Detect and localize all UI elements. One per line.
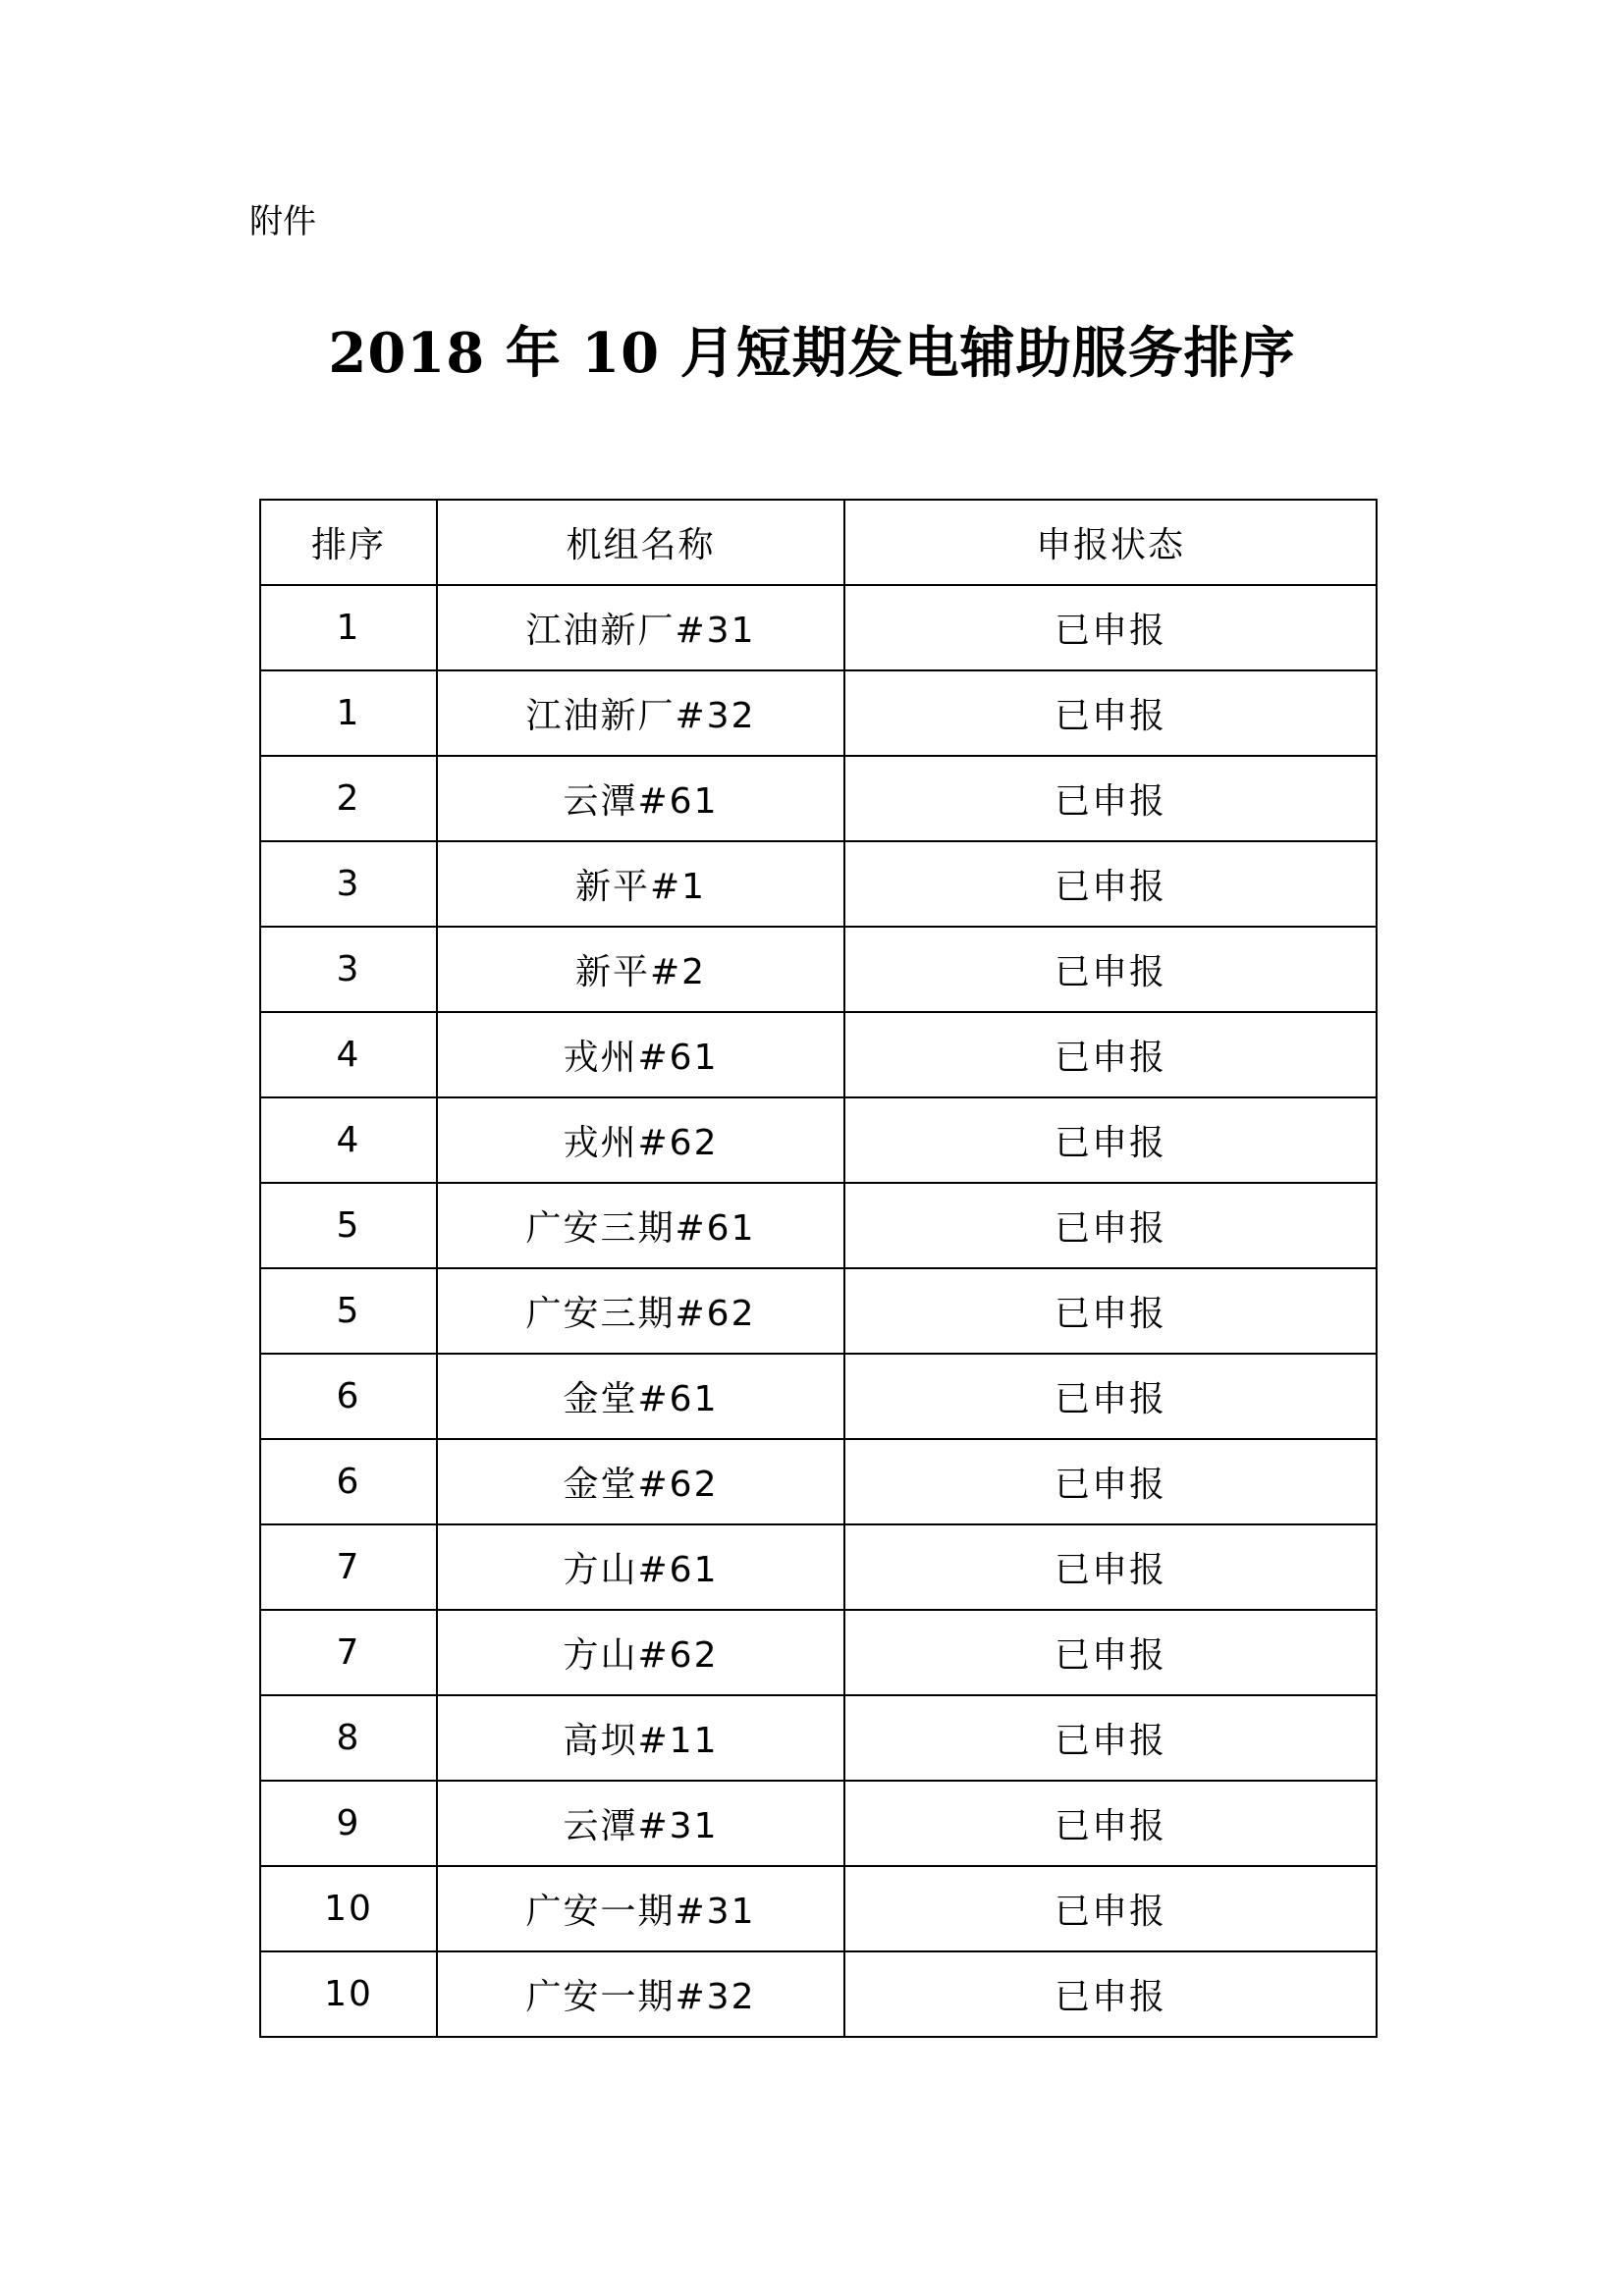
status-cell: 已申报 (844, 1183, 1377, 1268)
table-row (260, 670, 1377, 756)
table-row (260, 1695, 1377, 1781)
unit-name-cell: 云潭#61 (437, 756, 844, 841)
status-cell: 已申报 (844, 1097, 1377, 1183)
status-cell: 已申报 (844, 927, 1377, 1012)
table-row (260, 1610, 1377, 1695)
status-cell: 已申报 (844, 756, 1377, 841)
page-title: 2018 年 10 月短期发电辅助服务排序 (328, 321, 1296, 386)
rank-cell: 1 (260, 670, 437, 756)
unit-name-cell: 江油新厂#32 (437, 670, 844, 756)
rank-cell: 7 (260, 1524, 437, 1610)
status-cell: 已申报 (844, 1012, 1377, 1097)
unit-name-cell: 方山#62 (437, 1610, 844, 1695)
table-row (260, 756, 1377, 841)
unit-name-cell: 新平#2 (437, 927, 844, 1012)
unit-name-cell: 高坝#11 (437, 1695, 844, 1781)
status-cell: 已申报 (844, 1866, 1377, 1951)
unit-name-cell: 广安一期#31 (437, 1866, 844, 1951)
table-row (260, 1781, 1377, 1866)
status-cell: 已申报 (844, 1951, 1377, 2037)
unit-name-cell: 方山#61 (437, 1524, 844, 1610)
rank-cell: 5 (260, 1183, 437, 1268)
table-row (260, 1951, 1377, 2037)
table-row (260, 1012, 1377, 1097)
rank-cell: 3 (260, 927, 437, 1012)
status-cell: 已申报 (844, 670, 1377, 756)
table-row (260, 927, 1377, 1012)
rank-cell: 9 (260, 1781, 437, 1866)
header-rank: 排序 (260, 500, 437, 585)
rank-cell: 4 (260, 1012, 437, 1097)
status-cell: 已申报 (844, 1524, 1377, 1610)
table-row (260, 1439, 1377, 1524)
status-cell: 已申报 (844, 1354, 1377, 1439)
unit-name-cell: 江油新厂#31 (437, 585, 844, 670)
table-row (260, 585, 1377, 670)
table-row (260, 841, 1377, 927)
rank-cell: 6 (260, 1354, 437, 1439)
ranking-table (259, 499, 1378, 2038)
table-row (260, 1524, 1377, 1610)
unit-name-cell: 广安三期#61 (437, 1183, 844, 1268)
rank-cell: 10 (260, 1866, 437, 1951)
unit-name-cell: 金堂#62 (437, 1439, 844, 1524)
rank-cell: 4 (260, 1097, 437, 1183)
unit-name-cell: 戎州#62 (437, 1097, 844, 1183)
header-status: 申报状态 (844, 500, 1377, 585)
rank-cell: 8 (260, 1695, 437, 1781)
rank-cell: 1 (260, 585, 437, 670)
status-cell: 已申报 (844, 1268, 1377, 1354)
unit-name-cell: 广安三期#62 (437, 1268, 844, 1354)
status-cell: 已申报 (844, 1695, 1377, 1781)
status-cell: 已申报 (844, 841, 1377, 927)
unit-name-cell: 云潭#31 (437, 1781, 844, 1866)
rank-cell: 6 (260, 1439, 437, 1524)
attachment-label: 附件 (249, 202, 316, 241)
table-header-row (260, 500, 1377, 585)
unit-name-cell: 戎州#61 (437, 1012, 844, 1097)
table-row (260, 1866, 1377, 1951)
status-cell: 已申报 (844, 1610, 1377, 1695)
header-unit-name: 机组名称 (437, 500, 844, 585)
unit-name-cell: 广安一期#32 (437, 1951, 844, 2037)
rank-cell: 5 (260, 1268, 437, 1354)
status-cell: 已申报 (844, 1781, 1377, 1866)
rank-cell: 2 (260, 756, 437, 841)
rank-cell: 7 (260, 1610, 437, 1695)
status-cell: 已申报 (844, 1439, 1377, 1524)
status-cell: 已申报 (844, 585, 1377, 670)
rank-cell: 3 (260, 841, 437, 927)
table-row (260, 1268, 1377, 1354)
table-row (260, 1183, 1377, 1268)
rank-cell: 10 (260, 1951, 437, 2037)
table-row (260, 1354, 1377, 1439)
table-row (260, 1097, 1377, 1183)
unit-name-cell: 金堂#61 (437, 1354, 844, 1439)
unit-name-cell: 新平#1 (437, 841, 844, 927)
